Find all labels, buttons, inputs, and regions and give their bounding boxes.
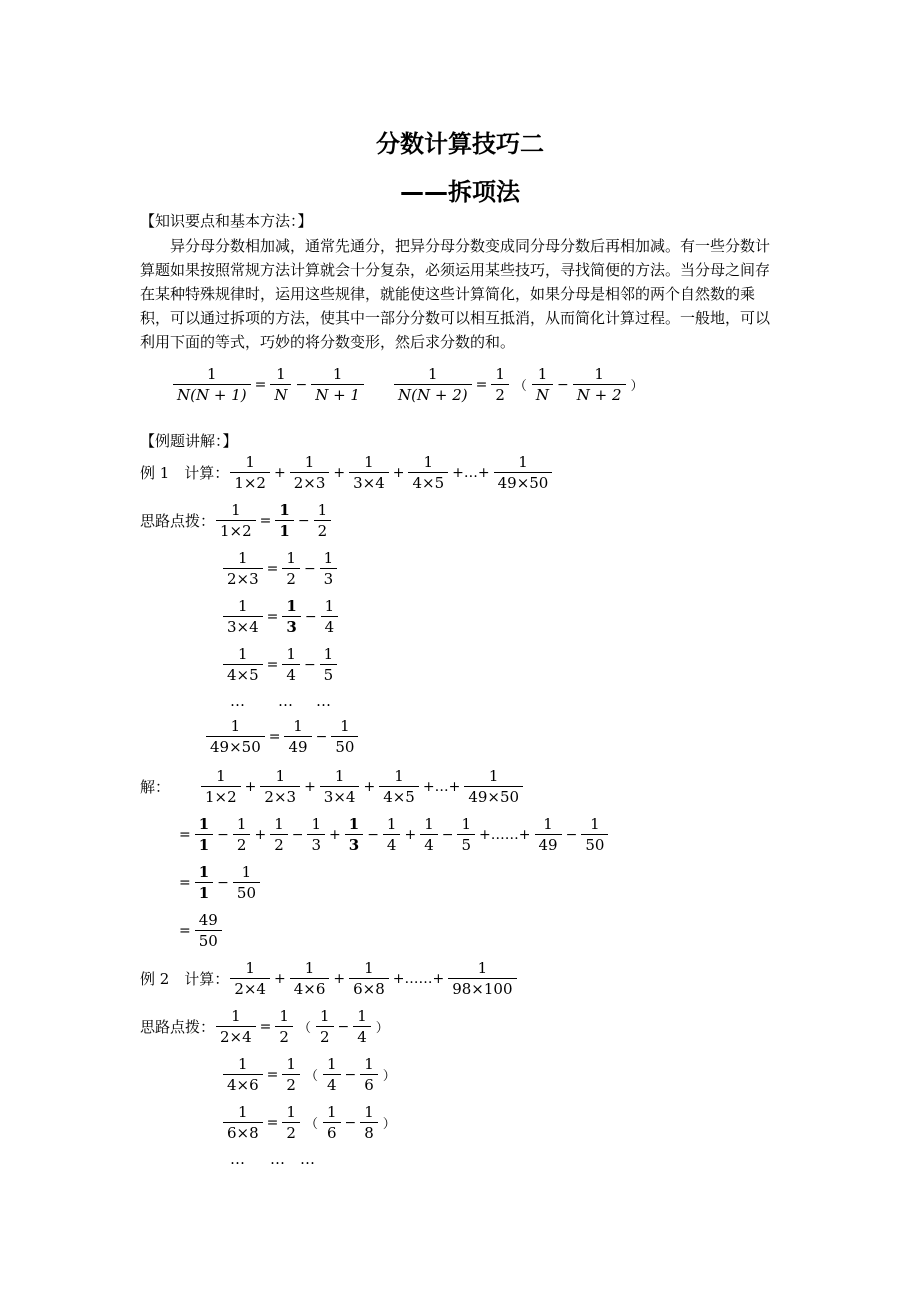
denominator: 2: [270, 834, 288, 855]
denominator: 49: [535, 834, 562, 855]
operator: −: [291, 826, 304, 843]
operator: =: [179, 826, 191, 843]
denominator: N(N + 2): [394, 384, 472, 405]
fraction: [349, 452, 389, 493]
fraction: [290, 452, 330, 493]
numerator: 1: [340, 717, 350, 735]
fraction: [494, 452, 553, 493]
operator: +: [404, 826, 417, 843]
denominator: 3×4: [320, 786, 360, 807]
fraction: [420, 814, 438, 855]
operator: −: [304, 608, 317, 625]
numerator: 1: [238, 645, 248, 663]
ellipsis: …: [230, 1150, 245, 1168]
fraction: [379, 766, 419, 807]
operator: =: [254, 376, 267, 393]
fraction: [195, 862, 213, 903]
numerator: 1: [216, 767, 226, 785]
fraction: [535, 814, 562, 855]
ellipsis: …: [270, 1150, 285, 1168]
operator: −: [217, 826, 229, 843]
label: 例 1 计算：: [140, 464, 230, 482]
numerator: 1: [286, 1055, 296, 1073]
denominator: 5: [320, 664, 338, 685]
numerator: 1: [241, 863, 252, 881]
numerator: 1: [311, 815, 322, 833]
fraction: [321, 596, 339, 637]
numerator: 1: [238, 597, 248, 615]
fraction: [223, 644, 263, 685]
operator: =: [266, 1066, 279, 1083]
numerator: 1: [286, 549, 296, 567]
operator: −: [217, 874, 229, 891]
fraction: [290, 958, 330, 999]
operator: −: [367, 826, 379, 843]
fraction: [260, 766, 300, 807]
denominator: 1: [275, 520, 293, 541]
operator: −: [303, 560, 316, 577]
operator: +: [333, 464, 346, 481]
denominator: 2: [316, 1026, 334, 1047]
denominator: 2×3: [290, 472, 330, 493]
numerator: 1: [323, 645, 334, 663]
numerator: 1: [394, 767, 404, 785]
denominator: 2×4: [216, 1026, 256, 1047]
fraction: [314, 500, 332, 541]
denominator: 49×50: [494, 472, 553, 493]
knowledge-heading: 【知识要点和基本方法：】: [140, 212, 313, 230]
denominator: 50: [233, 882, 260, 903]
fraction: [230, 452, 270, 493]
numerator: 1: [245, 959, 255, 977]
fraction: [233, 814, 251, 855]
operator: （: [304, 1069, 318, 1084]
label: 思路点拨：: [140, 1018, 216, 1036]
denominator: 5: [457, 834, 475, 855]
operator: +……+: [479, 826, 531, 843]
denominator: 1: [195, 882, 213, 903]
example-2-problem: [140, 958, 518, 999]
denominator: N: [532, 384, 553, 405]
solution-result: [176, 910, 223, 951]
operator: +: [244, 778, 257, 795]
example-2-hint-3: [222, 1102, 400, 1143]
denominator: 2×4: [230, 978, 270, 999]
denominator: 4×5: [223, 664, 263, 685]
denominator: N + 2: [573, 384, 626, 405]
fraction: [311, 364, 364, 405]
operator: −: [303, 656, 316, 673]
operator: ）: [630, 379, 644, 394]
numerator: 1: [238, 1055, 248, 1073]
fraction: [282, 1102, 300, 1143]
example-1-hint-4: [222, 644, 338, 685]
operator: ）: [375, 1021, 389, 1036]
operator: +: [254, 826, 267, 843]
denominator: N + 1: [311, 384, 364, 405]
operator: ）: [382, 1117, 396, 1132]
numerator: 1: [238, 1103, 248, 1121]
operator: +: [392, 464, 405, 481]
fraction: [349, 958, 389, 999]
denominator: 6×8: [223, 1122, 263, 1143]
denominator: 6: [360, 1074, 378, 1095]
numerator: 1: [279, 1007, 289, 1025]
fraction: [230, 958, 270, 999]
example-1-hint-5: [205, 716, 359, 757]
denominator: 2: [233, 834, 251, 855]
operator: −: [344, 1114, 357, 1131]
numerator: 1: [334, 767, 345, 785]
numerator: 1: [198, 863, 210, 881]
fraction: [195, 910, 222, 951]
label: 思路点拨：: [140, 512, 216, 530]
denominator: 2: [275, 1026, 293, 1047]
fraction: [581, 814, 608, 855]
fraction: [223, 548, 263, 589]
fraction: [320, 766, 360, 807]
numerator: 1: [286, 645, 296, 663]
numerator: 1: [495, 365, 505, 383]
fraction: [282, 596, 300, 637]
numerator: 1: [428, 365, 438, 383]
numerator: 1: [332, 365, 343, 383]
denominator: 2: [282, 568, 300, 589]
fraction: [323, 1054, 341, 1095]
page-title: 分数计算技巧二: [376, 130, 544, 158]
denominator: 2: [282, 1074, 300, 1095]
example-2-hint-2: [222, 1054, 400, 1095]
fraction: [223, 596, 263, 637]
numerator: 1: [364, 1055, 374, 1073]
denominator: 98×100: [448, 978, 516, 999]
denominator: 3: [320, 568, 338, 589]
operator: −: [297, 512, 310, 529]
operator: =: [179, 922, 191, 939]
operator: =: [266, 608, 279, 625]
formula-1: [172, 364, 365, 405]
example-1-problem: [140, 452, 553, 493]
label: 例 2 计算：: [140, 970, 230, 988]
fraction: [360, 1054, 378, 1095]
denominator: 6×8: [349, 978, 389, 999]
numerator: 1: [477, 959, 488, 977]
numerator: 1: [207, 365, 217, 383]
denominator: N(N + 1): [173, 384, 251, 405]
denominator: 1: [195, 834, 213, 855]
label: 解：: [140, 778, 171, 796]
fraction: [195, 814, 213, 855]
operator: +: [363, 778, 376, 795]
denominator: 3: [307, 834, 325, 855]
numerator: 1: [348, 815, 360, 833]
numerator: 1: [319, 1007, 330, 1025]
numerator: 1: [424, 815, 434, 833]
numerator: 1: [323, 549, 334, 567]
denominator: 4: [383, 834, 401, 855]
numerator: 1: [488, 767, 499, 785]
fraction: [270, 814, 288, 855]
denominator: 6: [323, 1122, 341, 1143]
operator: =: [475, 376, 488, 393]
example-1-hint-3: [222, 596, 339, 637]
denominator: 50: [331, 736, 358, 757]
solution-line-2: [176, 814, 609, 855]
numerator: 1: [276, 365, 286, 383]
fraction: [270, 364, 291, 405]
fraction: [201, 766, 241, 807]
operator: =: [266, 656, 279, 673]
denominator: 4×6: [290, 978, 330, 999]
numerator: 1: [324, 597, 335, 615]
numerator: 1: [286, 597, 297, 615]
operator: +: [304, 778, 316, 795]
operator: +……+: [392, 970, 445, 987]
denominator: 4: [321, 616, 339, 637]
fraction: [216, 500, 256, 541]
solution-line-3: [176, 862, 261, 903]
denominator: 4×5: [408, 472, 448, 493]
denominator: 4: [282, 664, 300, 685]
denominator: 2: [282, 1122, 300, 1143]
numerator: 1: [326, 1055, 337, 1073]
numerator: 49: [198, 911, 218, 929]
numerator: 1: [543, 815, 553, 833]
numerator: 1: [304, 453, 315, 471]
denominator: 4×5: [379, 786, 419, 807]
numerator: 1: [304, 959, 315, 977]
example-1-hint-1: [140, 500, 332, 541]
numerator: 1: [364, 959, 374, 977]
denominator: 1×2: [201, 786, 241, 807]
fraction: [345, 814, 363, 855]
operator: =: [259, 512, 272, 529]
denominator: 4: [353, 1026, 371, 1047]
operator: +…+: [422, 778, 461, 795]
fraction: [206, 716, 265, 757]
denominator: 50: [581, 834, 608, 855]
fraction: [331, 716, 358, 757]
denominator: 49×50: [464, 786, 523, 807]
fraction: [532, 364, 553, 405]
numerator: 1: [537, 365, 548, 383]
numerator: 1: [230, 717, 241, 735]
fraction: [383, 814, 401, 855]
fraction: [173, 364, 251, 405]
example-2-hint-1: [140, 1006, 393, 1047]
fraction: [491, 364, 509, 405]
operator: （: [297, 1021, 311, 1036]
denominator: 1×2: [230, 472, 270, 493]
denominator: 3×4: [223, 616, 263, 637]
operator: −: [565, 826, 578, 843]
ellipsis: …: [230, 692, 245, 710]
fraction: [408, 452, 448, 493]
numerator: 1: [293, 717, 303, 735]
numerator: 1: [279, 501, 290, 519]
numerator: 1: [357, 1007, 367, 1025]
denominator: 4: [323, 1074, 341, 1095]
operator: +…+: [452, 464, 490, 481]
denominator: 2: [314, 520, 332, 541]
ellipsis: …: [300, 1150, 315, 1168]
operator: ）: [382, 1069, 396, 1084]
ellipsis: …: [316, 692, 331, 710]
numerator: 1: [386, 815, 397, 833]
denominator: 2×3: [260, 786, 300, 807]
operator: =: [266, 1114, 279, 1131]
fraction: [323, 1102, 341, 1143]
denominator: 49×50: [206, 736, 265, 757]
fraction: [216, 1006, 256, 1047]
fraction: [320, 548, 338, 589]
numerator: 1: [364, 453, 374, 471]
fraction: [282, 1054, 300, 1095]
denominator: 3: [345, 834, 363, 855]
fraction: [223, 1054, 263, 1095]
operator: +: [329, 826, 341, 843]
fraction: [307, 814, 325, 855]
operator: =: [259, 1018, 272, 1035]
denominator: 2×3: [223, 568, 263, 589]
operator: （: [513, 379, 527, 394]
page-subtitle: ——拆项法: [400, 178, 520, 206]
fraction: [573, 364, 626, 405]
numerator: 1: [231, 501, 241, 519]
fraction: [275, 1006, 293, 1047]
example-1-hint-2: [222, 548, 338, 589]
formula-2: [393, 364, 648, 405]
fraction: [320, 644, 338, 685]
operator: +: [273, 970, 286, 987]
fraction: [316, 1006, 334, 1047]
numerator: 1: [231, 1007, 241, 1025]
fraction: [353, 1006, 371, 1047]
fraction: [360, 1102, 378, 1143]
intro-paragraph: 异分母分数相加减，通常先通分，把异分母分数变成同分母分数后再相加减。有一些分数计算题如果按照常规方法计算就会十分复杂，必须运用某些技巧，寻找简便的方法。当分母之间存在某种特殊规律时，运用这些规律，就能使这些计算简化，如果分母是相邻的两个自然数的乘积，可以通过拆项的方法，使其中一部分分数可以相互抵消，从而简化计算过程。一般地，可以利用下面的等式，巧妙的将分数变形，然后求分数的和。: [140, 237, 771, 351]
denominator: 2: [491, 384, 509, 405]
fraction: [223, 1102, 263, 1143]
denominator: 49: [284, 736, 311, 757]
fraction: [457, 814, 475, 855]
numerator: 1: [238, 549, 248, 567]
numerator: 1: [245, 453, 255, 471]
numerator: 1: [594, 365, 604, 383]
operator: −: [295, 376, 308, 393]
operator: （: [304, 1117, 318, 1132]
denominator: 4×6: [223, 1074, 263, 1095]
fraction: [448, 958, 516, 999]
denominator: 8: [360, 1122, 378, 1143]
numerator: 1: [461, 815, 472, 833]
ellipsis: …: [278, 692, 293, 710]
fraction: [233, 862, 260, 903]
operator: −: [344, 1066, 357, 1083]
denominator: N: [270, 384, 291, 405]
fraction: [275, 500, 293, 541]
operator: =: [179, 874, 191, 891]
fraction: [394, 364, 472, 405]
operator: −: [337, 1018, 350, 1035]
numerator: 1: [275, 767, 285, 785]
numerator: 1: [518, 453, 528, 471]
fraction: [284, 716, 311, 757]
operator: =: [266, 560, 279, 577]
numerator: 1: [317, 501, 328, 519]
numerator: 1: [286, 1103, 296, 1121]
operator: +: [333, 970, 346, 987]
denominator: 3×4: [349, 472, 389, 493]
numerator: 1: [423, 453, 434, 471]
examples-heading: 【例题讲解：】: [140, 432, 238, 450]
numerator: 1: [590, 815, 600, 833]
operator: +: [273, 464, 286, 481]
fraction: [464, 766, 523, 807]
denominator: 50: [195, 930, 222, 951]
solution-line-1: [140, 766, 524, 807]
operator: −: [441, 826, 454, 843]
denominator: 1×2: [216, 520, 256, 541]
denominator: 3: [282, 616, 300, 637]
fraction: [282, 548, 300, 589]
operator: −: [557, 376, 569, 393]
numerator: 1: [364, 1103, 374, 1121]
denominator: 4: [420, 834, 438, 855]
operator: =: [268, 728, 281, 745]
numerator: 1: [198, 815, 210, 833]
numerator: 1: [274, 815, 284, 833]
fraction: [282, 644, 300, 685]
numerator: 1: [236, 815, 247, 833]
operator: −: [315, 728, 328, 745]
numerator: 1: [326, 1103, 337, 1121]
